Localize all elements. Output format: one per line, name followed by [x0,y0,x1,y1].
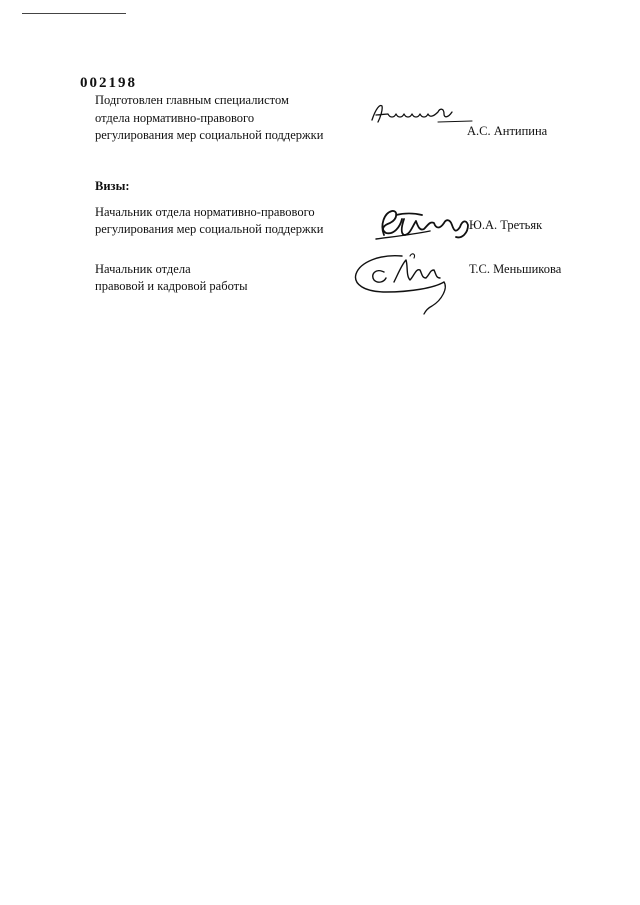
antipina-signature [368,100,478,130]
visa-2-line-2: правовой и кадровой работы [95,279,248,293]
visa-1-name: Ю.А. Третьяк [469,218,543,232]
visa-1-line-1: Начальник отдела нормативно-правового [95,205,315,219]
prepared-line-2: отдела нормативно-правового [95,111,255,125]
document-number: 002198 [80,75,137,91]
visa-1-line-2: регулирования мер социальной поддержки [95,222,324,236]
prepared-name: А.С. Антипина [467,124,548,138]
top-rule [22,13,126,14]
tretyak-signature [370,205,475,245]
visa-2-name: Т.С. Меньшикова [469,262,562,276]
prepared-line-1: Подготовлен главным специалистом [95,93,289,107]
menshikova-signature [350,248,460,318]
prepared-line-3: регулирования мер социальной поддержки [95,128,324,142]
visa-2-line-1: Начальник отдела [95,262,191,276]
visas-heading: Визы: [95,179,130,193]
